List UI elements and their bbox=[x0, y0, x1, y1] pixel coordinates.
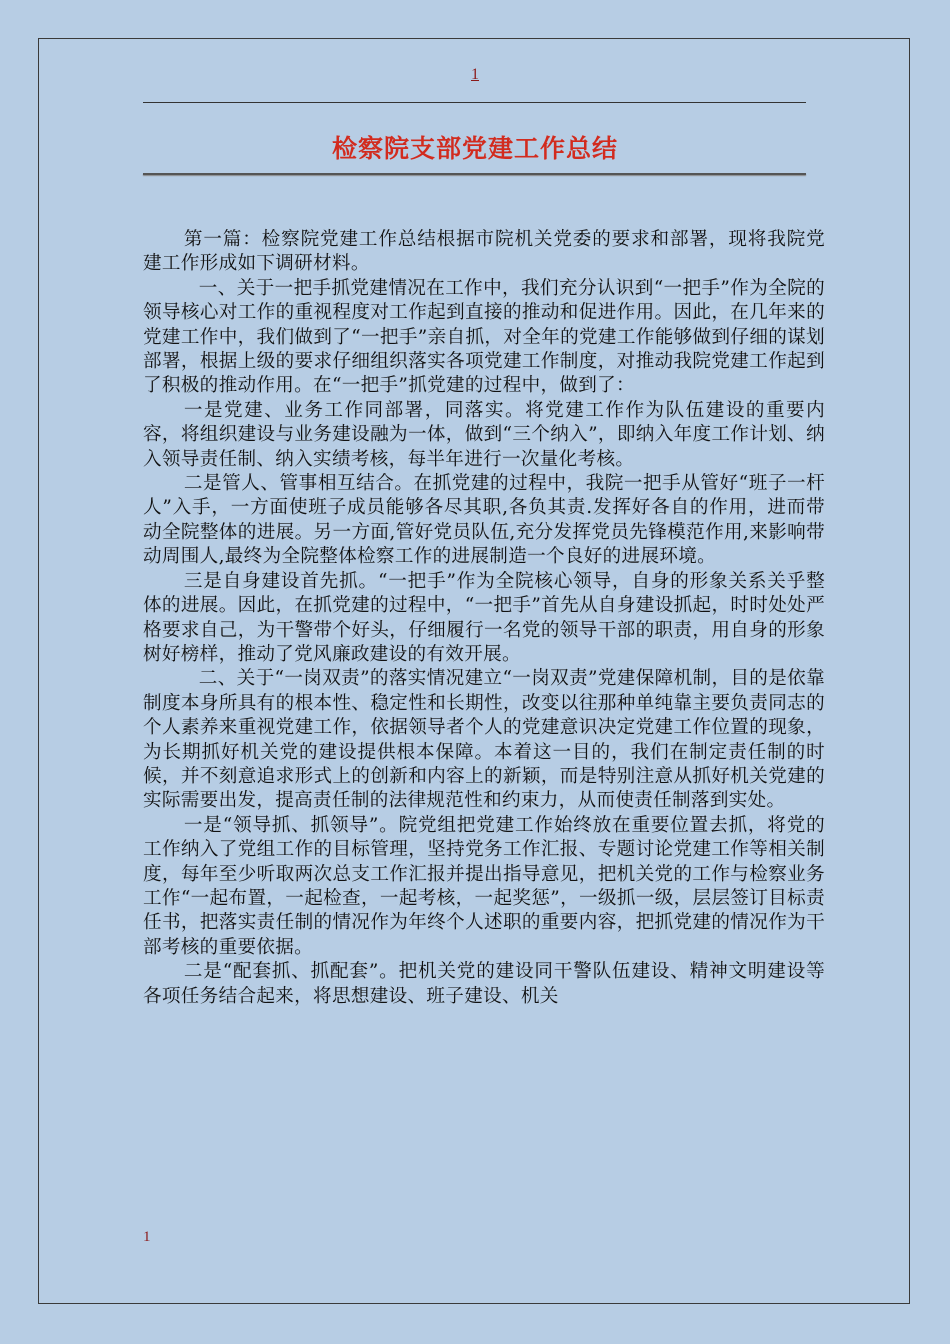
paragraph: 一是党建、业务工作同部署，同落实。将党建工作作为队伍建设的重要内容，将组织建设与业务建设融为一体，做到“三个纳入”，即纳入年度工作计划、纳入领导责任制、纳入实绩考核，每半年进行一次量化考核。 bbox=[143, 399, 825, 470]
footer-page-number: 1 bbox=[143, 1229, 151, 1245]
paragraph: 一、关于一把手抓党建情况在工作中，我们充分认识到“一把手”作为全院的领导核心对工作的重视程度对工作起到直接的推动和促进作用。因此，在几年来的党建工作中，我们做到了“一把手”亲自抓，对全年的党建工作能够做到仔细的谋划部署，根据上级的要求仔细组织落实各项党建工作制度，对推动我院党建工作起到了积极的推动作用。在“一把手”抓党建的过程中，做到了： bbox=[143, 277, 825, 397]
document-title: 检察院支部党建工作总结 bbox=[331, 134, 618, 163]
header-divider bbox=[143, 102, 806, 103]
paragraph: 二是“配套抓、抓配套”。把机关党的建设同干警队伍建设、精神文明建设等各项任务结合起来，将思想建设、班子建设、机关 bbox=[143, 961, 825, 1007]
paragraph: 三是自身建设首先抓。“一把手”作为全院核心领导，自身的形象关系关乎整体的进展。因此，在抓党建的过程中，“一把手”首先从自身建设抓起，时时处处严格要求自己，为干警带个好头，仔细履行一名党的领导干部的职责，用自身的形象树好榜样，推动了党风廉政建设的有效开展。 bbox=[143, 570, 825, 665]
title-divider bbox=[143, 173, 806, 175]
paragraph: 第一篇：检察院党建工作总结根据市院机关党委的要求和部署，现将我院党建工作形成如下调研材料。 bbox=[143, 229, 825, 275]
paragraph: 一是“领导抓、抓领导”。院党组把党建工作始终放在重要位置去抓，将党的工作纳入了党组工作的目标管理，坚持党务工作汇报、专题讨论党建工作等相关制度，每年至少听取两次总支工作汇报并提出指导意见，把机关党的工作与检察业务工作“一起布置，一起检查，一起考核，一起奖惩”，一级抓一级，层层签订目标责任书，把落实责任制的情况作为年终个人述职的重要内容，把抓党建的情况作为干部考核的重要依据。 bbox=[143, 814, 825, 958]
paragraph: 二是管人、管事相互结合。在抓党建的过程中，我院一把手从管好“班子一杆人”入手，一方面使班子成员能够各尽其职,各负其责.发挥好各自的作用，进而带动全院整体的进展。另一方面,管好党员队伍,充分发挥党员先锋模范作用,来影响带动周围人,最终为全院整体检察工作的进展制造一个良好的进展环境。 bbox=[143, 473, 825, 568]
paragraph: 二、关于“一岗双责”的落实情况建立“一岗双责”党建保障机制，目的是依靠制度本身所具有的根本性、稳定性和长期性，改变以往那种单纯靠主要负责同志的个人素养来重视党建工作，依据领导者个人的党建意识决定党建工作位置的现象，为长期抓好机关党的建设提供根本保障。本着这一目的，我们在制定责任制的时候，并不刻意追求形式上的创新和内容上的新颖，而是特别注意从抓好机关党建的实际需要出发，提高责任制的法律规范性和约束力，从而使责任制落到实处。 bbox=[143, 668, 825, 812]
document-body bbox=[143, 228, 825, 1009]
header-page-number: 1 bbox=[471, 66, 479, 83]
